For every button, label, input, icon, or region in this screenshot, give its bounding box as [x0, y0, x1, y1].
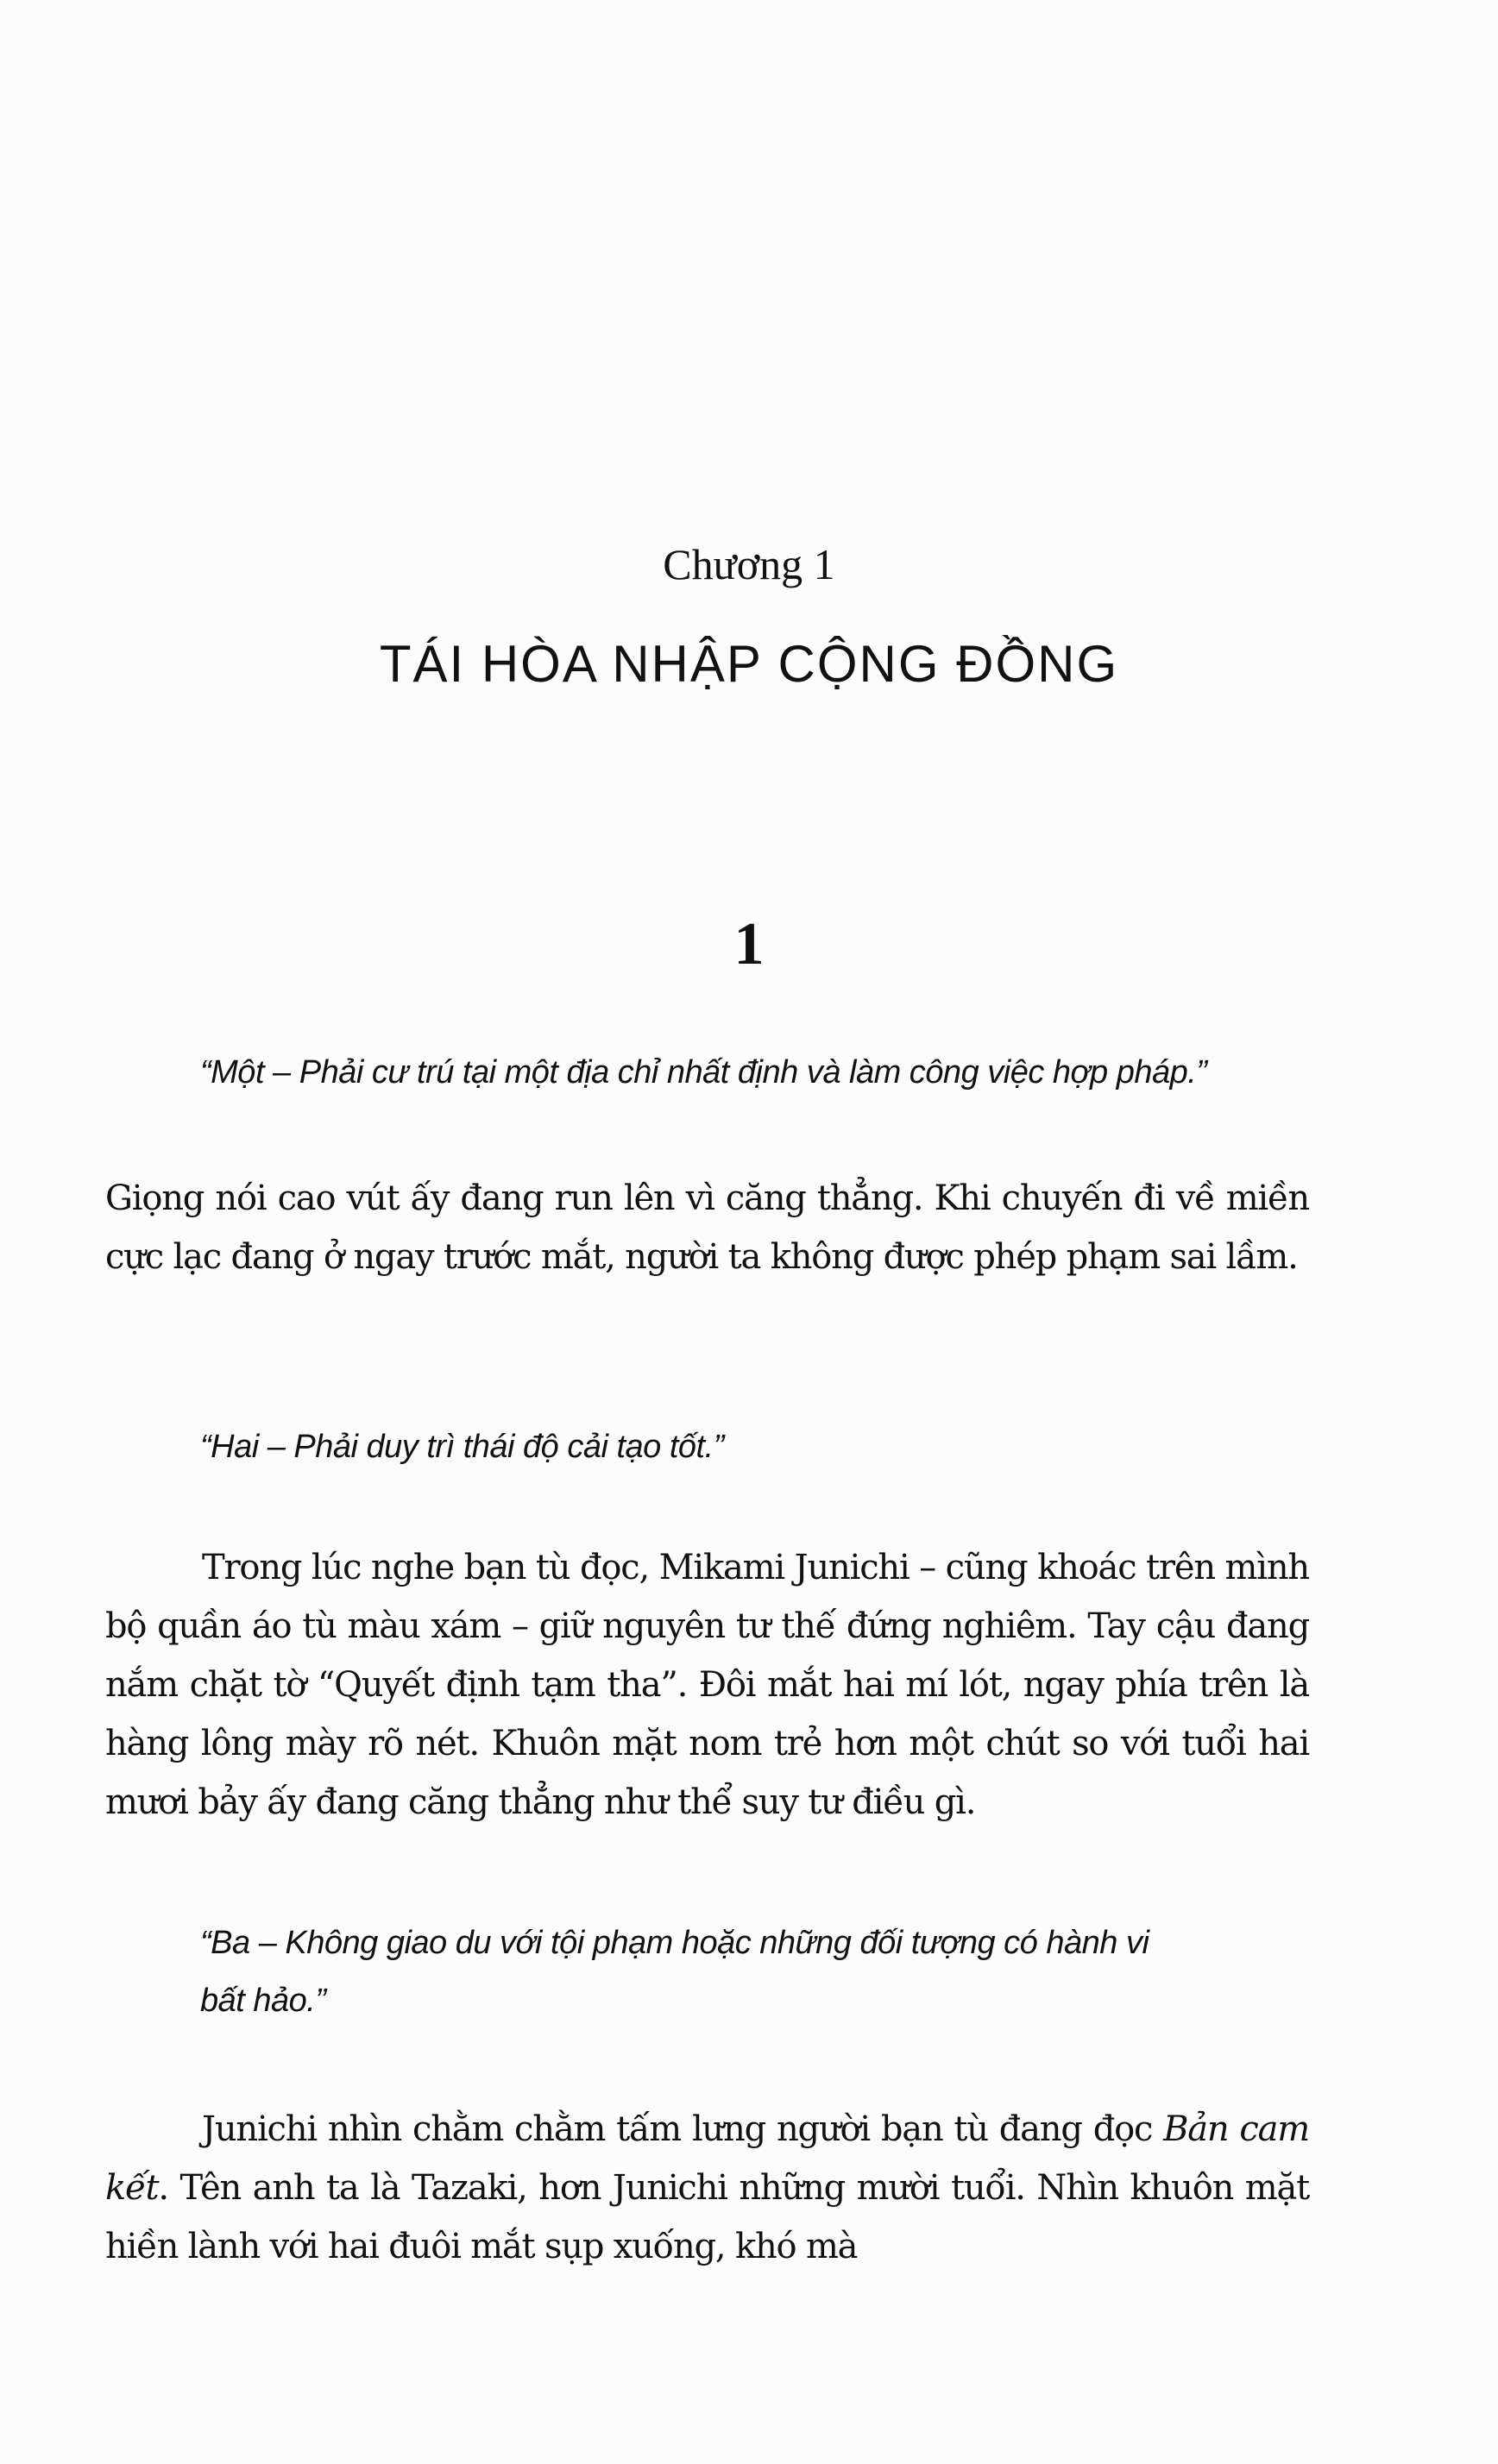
- quote-two: “Hai – Phải duy trì thái độ cải tạo tốt.”: [200, 1429, 724, 1465]
- paragraph-one: Giọng nói cao vút ấy đang run lên vì căng thẳng. Khi chuyến đi về miền cực lạc đang ở ngay trước mắt, người ta không được phép phạm sai lầm.: [105, 1179, 1309, 1277]
- section-number: 1: [733, 911, 765, 977]
- quote-one: “Một – Phải cư trú tại một địa chỉ nhất định và làm công việc hợp pháp.”: [200, 1054, 1207, 1091]
- paragraph-three-rest: . Tên anh ta là Tazaki, hơn Junichi những mười tuổi. Nhìn khuôn mặt hiền lành với hai đuôi mắt sụp xuống, khó mà: [105, 2168, 1309, 2266]
- paragraph-three: [105, 2100, 1309, 2276]
- chapter-label: Chương 1: [663, 540, 835, 588]
- quote-three-line-1: “Ba – Không giao du với tội phạm hoặc những đối tượng có hành vi: [200, 1925, 1149, 1961]
- chapter-title: TÁI HÒA NHẬP CỘNG ĐỒNG: [379, 635, 1119, 693]
- book-title-italic: Bản cam kết: [105, 2109, 1309, 2208]
- paragraph-two: Trong lúc nghe bạn tù đọc, Mikami Junichi – cũng khoác trên mình bộ quần áo tù màu xám – giữ nguyên tư thế đứng nghiêm. Tay cậu đang nắm chặt tờ “Quyết định tạm tha”. Đôi mắt hai mí lót, ngay phía trên là hàng lông mày rõ nét. Khuôn mặt nom trẻ hơn một chút so với tuổi hai mươi bảy ấy đang căng thẳng như thể suy tư điều gì.: [105, 1548, 1309, 1822]
- quote-three-line-2: bất hảo.”: [200, 1983, 326, 2019]
- paragraph-three-start: Junichi nhìn chằm chằm tấm lưng người bạn tù đang đọc: [202, 2109, 1164, 2149]
